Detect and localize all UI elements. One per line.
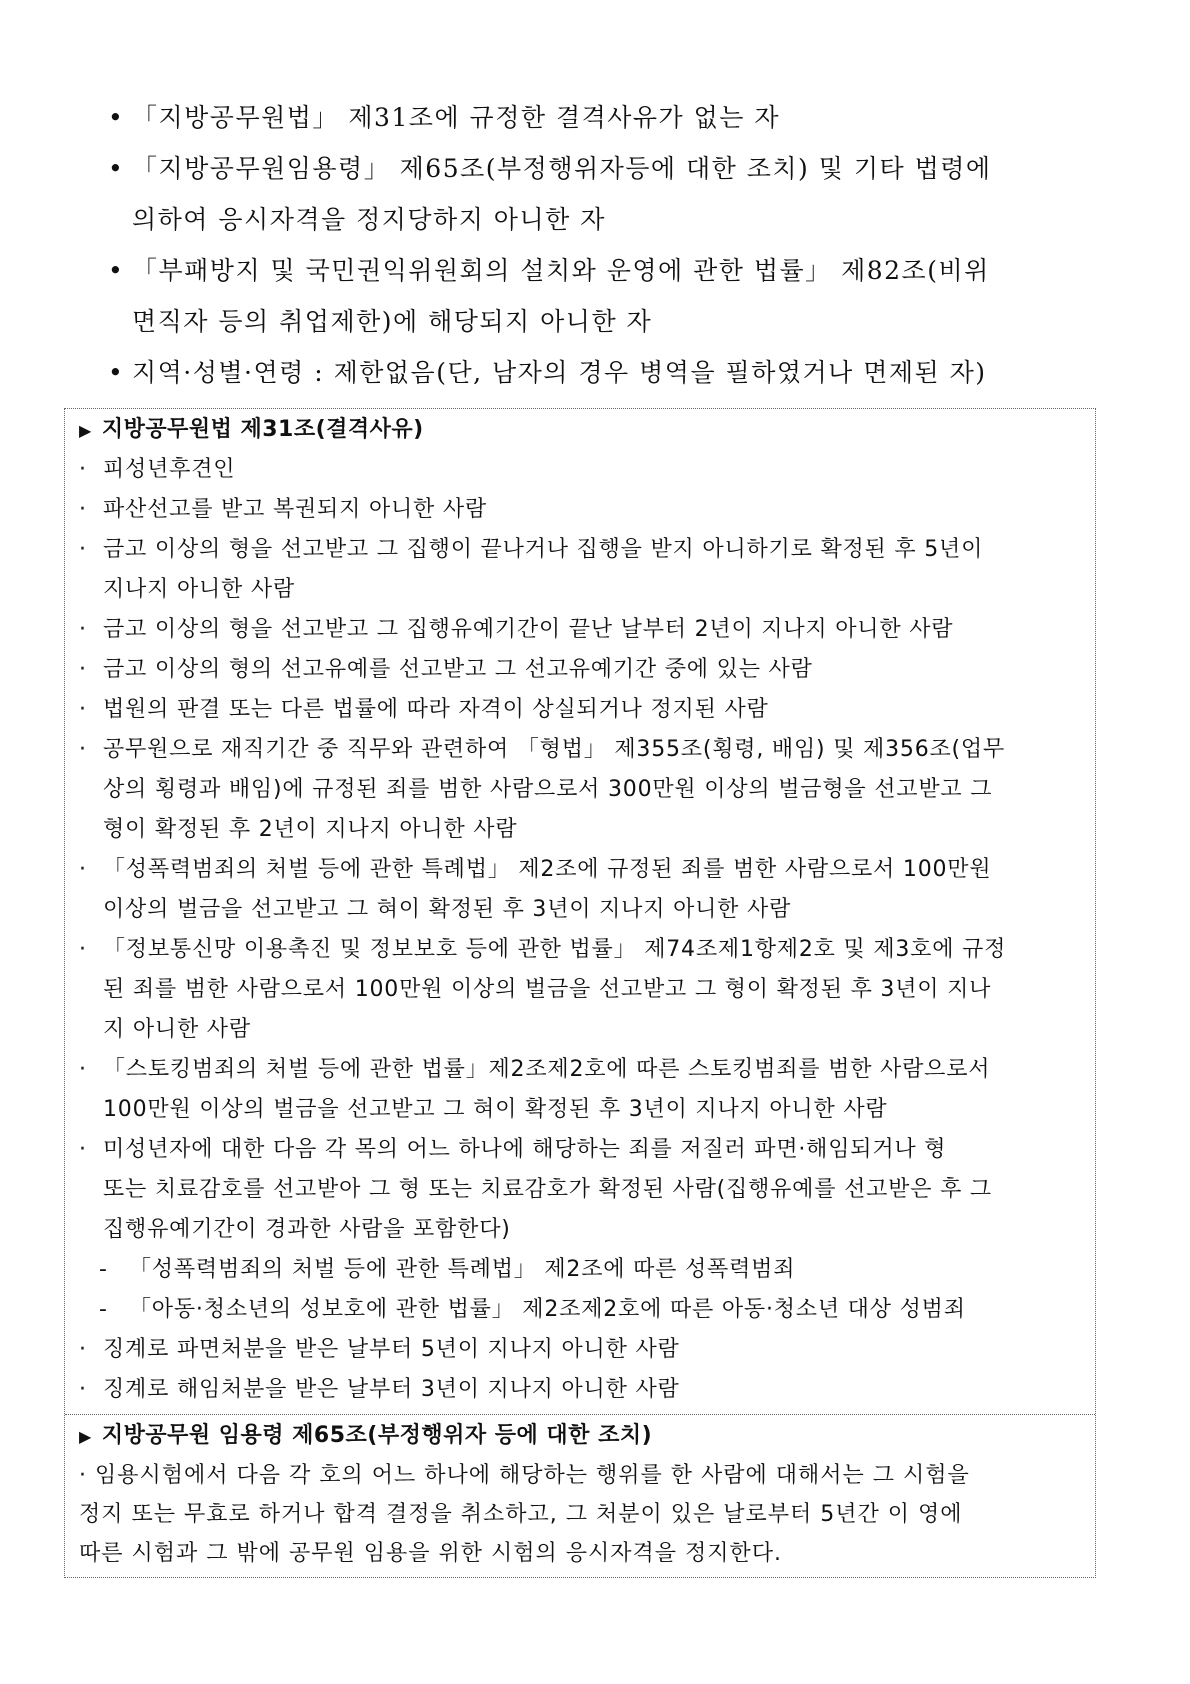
item-line: 된 죄를 범한 사람으로서 100만원 이상의 벌금을 선고받고 그 형이 확정된 후 3년이 지나 xyxy=(103,977,992,1002)
section-title xyxy=(79,411,1081,450)
item-marker: · xyxy=(79,497,87,522)
item-line: 「정보통신망 이용촉진 및 정보보호 등에 관한 법률」 제74조제1항제2호 및 제3호에 규정 xyxy=(103,937,1007,962)
disqualification-subitem xyxy=(79,1250,1081,1290)
item-marker: · xyxy=(79,737,87,762)
item-line: 금고 이상의 형의 선고유예를 선고받고 그 선고유예기간 중에 있는 사람 xyxy=(103,657,813,682)
triangle-right-icon: ▶ xyxy=(79,421,92,440)
item-marker: · xyxy=(79,657,87,682)
section-disqualification xyxy=(65,409,1095,1414)
disqualification-item xyxy=(79,610,1081,650)
disqualification-item xyxy=(79,930,1081,1050)
bullet-marker: • xyxy=(108,358,125,387)
item-line: 법원의 판결 또는 다른 법률에 따라 자격이 상실되거나 정지된 사람 xyxy=(103,697,769,722)
subitem-line: 「성폭력범죄의 처벌 등에 관한 특례법」 제2조에 따른 성폭력범죄 xyxy=(129,1257,796,1282)
section-title-text: 지방공무원법 제31조(결격사유) xyxy=(101,417,424,442)
item-marker: · xyxy=(79,1337,87,1362)
dash-marker: - xyxy=(99,1297,108,1322)
bullet-marker: • xyxy=(108,256,125,285)
section-title-text: 지방공무원 임용령 제65조(부정행위자 등에 대한 조치) xyxy=(101,1423,653,1448)
item-line: 100만원 이상의 벌금을 선고받고 그 혀이 확정된 후 3년이 지나지 아니한 사람 xyxy=(103,1097,888,1122)
eligibility-item xyxy=(100,143,1090,245)
item-line: 피성년후견인 xyxy=(103,457,236,482)
section-title xyxy=(79,1417,1081,1456)
item-line: 징계로 파면처분을 받은 날부터 5년이 지나지 아니한 사람 xyxy=(103,1337,680,1362)
disqualification-item xyxy=(79,650,1081,690)
item-line: 「스토킹범죄의 처벌 등에 관한 법률」제2조제2호에 따른 스토킹범죄를 범한 사람으로서 xyxy=(103,1057,991,1082)
triangle-right-icon: ▶ xyxy=(79,1427,92,1446)
item-line: 「성폭력범죄의 처벌 등에 관한 특례법」 제2조에 규정된 죄를 범한 사람으로서 100만원 xyxy=(103,857,992,882)
eligibility-line: 의하여 응시자격을 정지당하지 아니한 자 xyxy=(132,205,606,234)
item-line: 상의 횡령과 배임)에 규정된 죄를 범한 사람으로서 300만원 이상의 벌금형을 선고받고 그 xyxy=(103,777,993,802)
disqualification-item xyxy=(79,1050,1081,1130)
item-line: 파산선고를 받고 복권되지 아니한 사람 xyxy=(103,497,488,522)
eligibility-line: 면직자 등의 취업제한)에 해당되지 아니한 자 xyxy=(132,307,653,336)
item-line: 또는 치료감호를 선고받아 그 형 또는 치료감호가 확정된 사람(집행유예를 선고받은 후 그 xyxy=(103,1177,992,1202)
item-marker: · xyxy=(79,857,87,882)
dash-marker: - xyxy=(99,1257,108,1282)
disqualification-item xyxy=(79,850,1081,930)
item-line: 집행유예기간이 경과한 사람을 포함한다) xyxy=(103,1217,511,1242)
eligibility-line: 「지방공무원임용령」 제65조(부정행위자등에 대한 조치) 및 기타 법령에 xyxy=(132,154,992,183)
eligibility-item xyxy=(100,92,1090,143)
eligibility-item xyxy=(100,347,1090,398)
item-line: 금고 이상의 형을 선고받고 그 집행유예기간이 끝난 날부터 2년이 지나지 아니한 사람 xyxy=(103,617,954,642)
item-marker: · xyxy=(79,1377,87,1402)
eligibility-line: 「부패방지 및 국민권익위원회의 설치와 운영에 관한 법률」 제82조(비위 xyxy=(132,256,990,285)
eligibility-line: 지역·성별·연령 : 제한없음(단, 남자의 경우 병역을 필하였거나 면제된 자) xyxy=(132,358,987,387)
disqualification-item xyxy=(79,530,1081,610)
paragraph-line: 따른 시험과 그 밖에 공무원 임용을 위한 시험의 응시자격을 정지한다. xyxy=(79,1541,782,1566)
item-marker: · xyxy=(79,1057,87,1082)
paragraph-line: · 임용시험에서 다음 각 호의 어느 하나에 해당하는 행위를 한 사람에 대해서는 그 시험을 xyxy=(79,1463,970,1488)
eligibility-line: 「지방공무원법」 제31조에 규정한 결격사유가 없는 자 xyxy=(132,103,781,132)
item-marker: · xyxy=(79,1137,87,1162)
paragraph-line: 정지 또는 무효로 하거나 합격 결정을 취소하고, 그 처분이 있은 날로부터 5년간 이 영에 xyxy=(79,1502,963,1527)
item-marker: · xyxy=(79,457,87,482)
section-misconduct xyxy=(65,1414,1095,1577)
subitem-line: 「아동·청소년의 성보호에 관한 법률」 제2조제2호에 따른 아동·청소년 대상 성범죄 xyxy=(129,1297,966,1322)
disqualification-item xyxy=(79,1130,1081,1250)
item-line: 공무원으로 재직기간 중 직무와 관련하여 「형법」 제355조(횡령, 배임) 및 제356조(업무 xyxy=(103,737,1006,762)
item-line: 이상의 벌금을 선고받고 그 혀이 확정된 후 3년이 지나지 아니한 사람 xyxy=(103,897,792,922)
item-marker: · xyxy=(79,617,87,642)
bullet-marker: • xyxy=(108,154,125,183)
item-marker: · xyxy=(79,937,87,962)
item-line: 징계로 해임처분을 받은 날부터 3년이 지나지 아니한 사람 xyxy=(103,1377,680,1402)
disqualification-item xyxy=(79,1370,1081,1410)
item-line: 금고 이상의 형을 선고받고 그 집행이 끝나거나 집행을 받지 아니하기로 확정된 후 5년이 xyxy=(103,537,984,562)
disqualification-item xyxy=(79,490,1081,530)
law-reference-box xyxy=(64,408,1096,1578)
disqualification-item xyxy=(79,690,1081,730)
item-marker: · xyxy=(79,697,87,722)
item-line: 미성년자에 대한 다음 각 목의 어느 하나에 해당하는 죄를 저질러 파면·해임되거나 형 xyxy=(103,1137,947,1162)
bullet-marker: • xyxy=(108,103,125,132)
item-marker: · xyxy=(79,537,87,562)
disqualification-subitem xyxy=(79,1290,1081,1330)
eligibility-item xyxy=(100,245,1090,347)
item-line: 형이 확정된 후 2년이 지나지 아니한 사람 xyxy=(103,817,518,842)
disqualification-item xyxy=(79,450,1081,490)
item-line: 지 아니한 사람 xyxy=(103,1017,251,1042)
disqualification-item xyxy=(79,1330,1081,1370)
disqualification-item xyxy=(79,730,1081,850)
item-line: 지나지 아니한 사람 xyxy=(103,577,296,602)
eligibility-list xyxy=(100,92,1090,398)
